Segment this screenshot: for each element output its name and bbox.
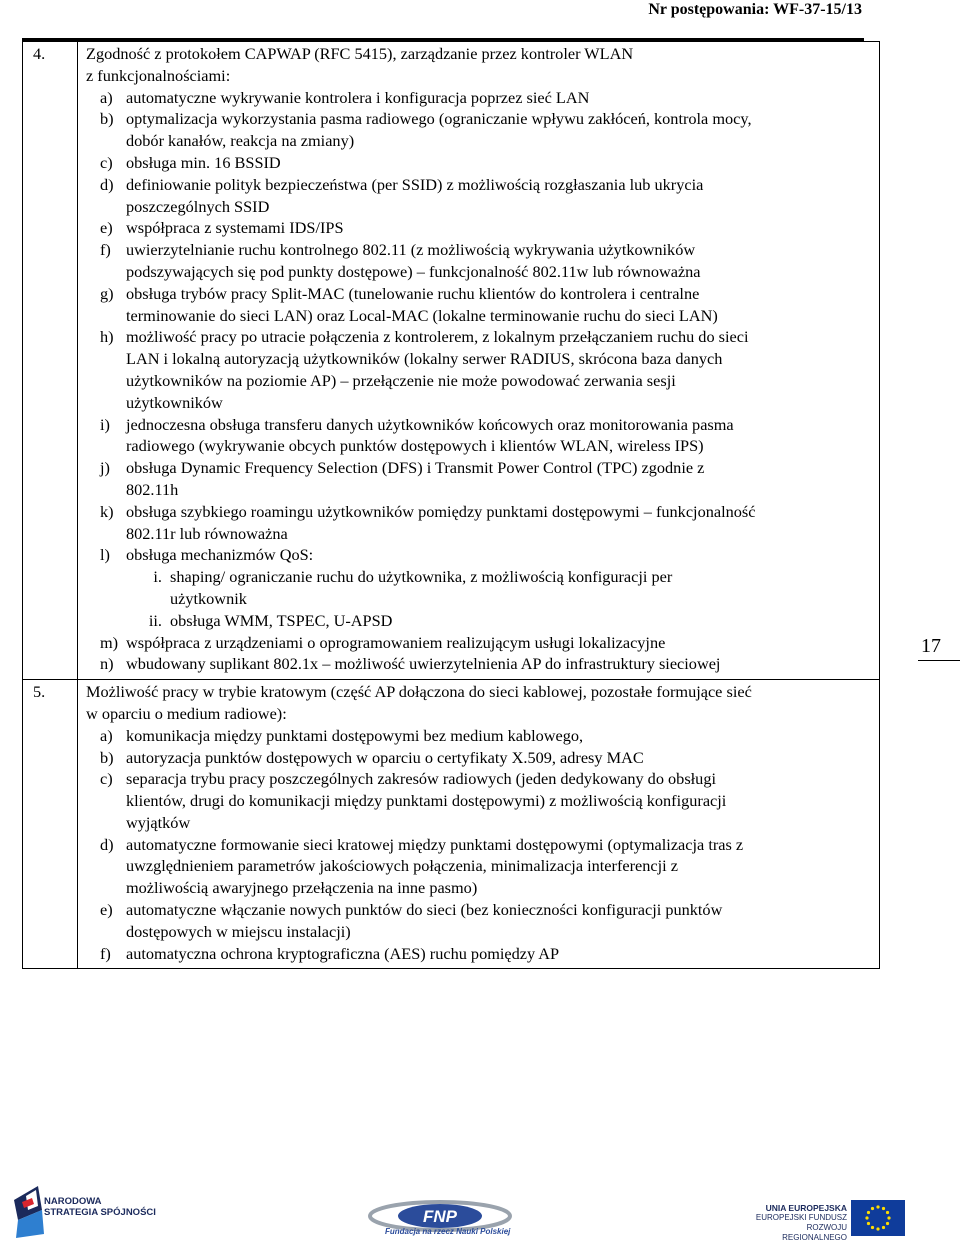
- list-item-line: wbudowany suplikant 802.1x – możliwość uwierzytelnienia AP do infrastruktury sieciowej: [126, 654, 721, 674]
- eu-star: [867, 1211, 870, 1214]
- sub-list-item-line: użytkownik: [170, 588, 247, 608]
- list-item: [86, 747, 871, 769]
- list-item-label: f): [100, 240, 111, 260]
- list-item-line: użytkowników na poziomie AP) – przełączenie nie może powodować zerwania sesji: [126, 370, 676, 390]
- list-item-label: j): [100, 458, 110, 478]
- list-item-line: 802.11r lub równoważna: [126, 523, 288, 543]
- eu-star: [887, 1216, 890, 1219]
- list-item-line: obsługa min. 16 BSSID: [126, 152, 281, 172]
- intro-line: Zgodność z protokołem CAPWAP (RFC 5415), zarządzanie przez kontroler WLAN: [86, 44, 634, 63]
- list-item: [86, 108, 871, 152]
- sub-list-item-label: ii.: [148, 610, 162, 630]
- list-item-line: współpraca z urządzeniami o oprogramowaniem realizującym usługi lokalizacyjne: [126, 632, 666, 652]
- list-item-line: podszywających się pod punkty dostępowe) – funkcjonalność 802.11w lub równoważna: [126, 261, 701, 281]
- list-item: [86, 174, 871, 218]
- list-item-line: możliwością awaryjnego przełączenia na inne pasmo): [126, 878, 478, 898]
- eu-star: [886, 1222, 889, 1225]
- requirement-number: 4.: [23, 42, 78, 680]
- list-item-label: a): [100, 87, 113, 107]
- list-item-line: obsługa Dynamic Frequency Selection (DFS) i Transmit Power Control (TPC) zgodnie z: [126, 458, 705, 478]
- document-reference: Nr postępowania: WF-37-15/13: [648, 1, 862, 18]
- list-item: [86, 899, 871, 943]
- list-item-line: automatyczne formowanie sieci kratowej między punktami dostępowymi (optymalizacja tras z: [126, 834, 744, 854]
- list-item-line: dobór kanałów, reakcja na zmiany): [126, 131, 355, 151]
- eu-logo-text: UNIA EUROPEJSKA EUROPEJSKI FUNDUSZ ROZWOJU REGIONALNEGO: [755, 1203, 847, 1242]
- list-item-label: a): [100, 725, 113, 745]
- list-item-label: d): [100, 174, 114, 194]
- intro-line: z funkcjonalnościami:: [86, 65, 231, 85]
- list-item: [86, 457, 871, 501]
- list-item-line: automatyczne włączanie nowych punktów do sieci (bez konieczności konfiguracji punktów: [126, 900, 723, 920]
- list-item-label: f): [100, 943, 111, 963]
- list-item: [86, 632, 871, 654]
- list-item-line: klientów, drugi do komunikacji między punktami dostępowymi) z możliwością konfiguracji: [126, 791, 727, 811]
- sub-list-item: [86, 610, 871, 632]
- list-item-label: b): [100, 109, 114, 129]
- nss-logo-text: NARODOWA STRATEGIA SPÓJNOŚCI: [44, 1196, 156, 1218]
- list-item-label: b): [100, 747, 114, 767]
- list-item-label: c): [100, 769, 113, 789]
- list-item-line: poszczególnych SSID: [126, 196, 270, 216]
- list-item-line: obsługa mechanizmów QoS:: [126, 545, 314, 565]
- list-item-line: dostępowych w miejscu instalacji): [126, 921, 351, 941]
- sub-list-item-label: i.: [153, 567, 162, 587]
- requirement-number: 5.: [23, 680, 78, 969]
- list-item: [86, 725, 871, 747]
- list-item-line: wyjątków: [126, 812, 191, 832]
- list-item: [86, 414, 871, 458]
- fnp-tagline: Fundacja na rzecz Nauki Polskiej: [385, 1227, 511, 1236]
- eu-star: [867, 1222, 870, 1225]
- list-item: [86, 152, 871, 174]
- list-item-line: radiowego (wykrywanie obcych punktów dostępowych i klientów WLAN, wireless IPS): [126, 436, 704, 456]
- eu-star: [876, 1227, 879, 1230]
- list-item: [86, 87, 871, 109]
- list-item: [86, 217, 871, 239]
- requirements-table: [22, 41, 880, 969]
- fnp-logo-text: FNP: [423, 1207, 457, 1226]
- list-item: [86, 943, 871, 965]
- requirement-description: [78, 680, 880, 969]
- list-item-line: definiowanie polityk bezpieczeństwa (per SSID) z możliwością rozgłaszania lub ukrycia: [126, 174, 704, 194]
- list-item-label: i): [100, 414, 110, 434]
- list-item-line: automatyczna ochrona kryptograficzna (AES) ruchu pomiędzy AP: [126, 943, 560, 963]
- list-item: [86, 653, 871, 675]
- list-item-line: optymalizacja wykorzystania pasma radiowego (ograniczanie wpływu zakłóceń, kontrola mocy,: [126, 109, 752, 129]
- list-item-line: uwzględnieniem parametrów jakościowych połączenia, minimalizacja interferencji z: [126, 856, 678, 876]
- footer-logos: [0, 1170, 960, 1249]
- list-item: [86, 283, 871, 327]
- eu-star: [865, 1216, 868, 1219]
- requirement-intro: [86, 43, 871, 87]
- list-item-line: terminowanie do sieci LAN) oraz Local-MAC (lokalne terminowanie ruchu do sieci LAN): [126, 305, 718, 325]
- list-item-label: c): [100, 152, 113, 172]
- eu-flag-icon: [851, 1200, 905, 1236]
- list-item-line: automatyczne wykrywanie kontrolera i konfiguracja poprzez sieć LAN: [126, 87, 590, 107]
- list-item-line: LAN i lokalną autoryzacją użytkowników (lokalny serwer RADIUS, skrócona baza danych: [126, 349, 723, 369]
- list-item-line: uwierzytelnianie ruchu kontrolnego 802.11 (z możliwością wykrywania użytkowników: [126, 240, 696, 260]
- intro-line: w oparciu o medium radiowe):: [86, 703, 287, 723]
- list-item-line: autoryzacja punktów dostępowych w oparciu o certyfikaty X.509, adresy MAC: [126, 747, 644, 767]
- list-item-label: k): [100, 501, 114, 521]
- requirement-row: [23, 42, 880, 680]
- eu-star: [882, 1207, 885, 1210]
- list-item: [86, 326, 871, 413]
- list-item-label: l): [100, 545, 110, 565]
- list-item-line: obsługa szybkiego roamingu użytkowników pomiędzy punktami dostępowymi – funkcjonalność: [126, 501, 756, 521]
- requirement-description: [78, 42, 880, 680]
- eu-star: [886, 1211, 889, 1214]
- requirement-intro: [86, 681, 871, 725]
- list-item: [86, 768, 871, 833]
- eu-star: [876, 1205, 879, 1208]
- list-item-label: n): [100, 654, 114, 674]
- list-item-line: współpraca z systemami IDS/IPS: [126, 218, 344, 238]
- eu-star: [882, 1226, 885, 1229]
- list-item-line: separacja trybu pracy poszczególnych zakresów radiowych (jeden dedykowany do obsługi: [126, 769, 716, 789]
- list-item: [86, 239, 871, 283]
- list-item-label: h): [100, 327, 114, 347]
- list-item: [86, 544, 871, 566]
- list-item-line: komunikacja między punktami dostępowymi bez medium kablowego,: [126, 725, 584, 745]
- list-item-line: jednoczesna obsługa transferu danych użytkowników końcowych oraz monitorowania pasma: [126, 414, 734, 434]
- list-item-label: d): [100, 834, 114, 854]
- sub-list-item-line: obsługa WMM, TSPEC, U-APSD: [170, 610, 393, 630]
- list-item-label: g): [100, 283, 114, 303]
- list-item-line: możliwość pracy po utracie połączenia z kontrolerem, z lokalnym przełączaniem ruchu do sieci: [126, 327, 749, 347]
- list-item-line: 802.11h: [126, 479, 179, 499]
- list-item: [86, 501, 871, 545]
- intro-line: Możliwość pracy w trybie kratowym (część AP dołączona do sieci kablowej, pozostałe formujące sieć: [86, 682, 752, 702]
- list-item-label: e): [100, 218, 113, 238]
- list-item-label: m): [100, 632, 119, 652]
- list-item: [86, 834, 871, 899]
- page-number: 17: [918, 635, 960, 661]
- list-item-label: e): [100, 900, 113, 920]
- eu-star: [871, 1207, 874, 1210]
- sub-list-item: [86, 566, 871, 610]
- list-item-line: użytkowników: [126, 392, 223, 412]
- requirement-row: [23, 680, 880, 969]
- eu-star: [871, 1226, 874, 1229]
- sub-list-item-line: shaping/ ograniczanie ruchu do użytkownika, z możliwością konfiguracji per: [170, 567, 673, 587]
- list-item-line: obsługa trybów pracy Split-MAC (tunelowanie ruchu klientów do kontrolera i centralne: [126, 283, 700, 303]
